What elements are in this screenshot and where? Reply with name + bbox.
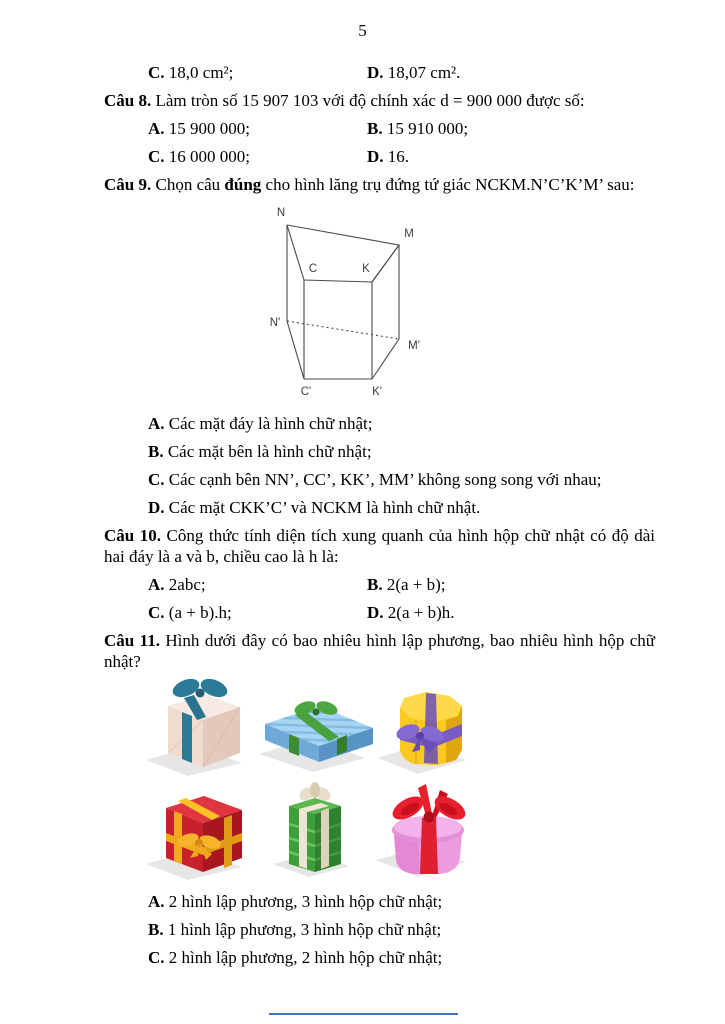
q9-options [104, 413, 655, 518]
option-text: 1 hình lập phương, 3 hình hộp chữ nhật; [167, 920, 442, 939]
vertex-label-N: N [276, 207, 286, 219]
option-label: C. [148, 63, 165, 82]
question-text: Hình dưới đây có bao nhiêu hình lập phương, bao nhiêu hình hộp chữ nhật? [104, 631, 656, 671]
q10-options-row-1 [148, 574, 655, 595]
option-label: B. [367, 119, 383, 138]
option-text: Các mặt bên là hình chữ nhật; [167, 442, 372, 461]
q11-option-c [148, 947, 655, 968]
option-label: C. [148, 603, 165, 622]
option-text: (a + b).h; [168, 603, 232, 622]
q11-option-b [148, 919, 655, 940]
option-label: D. [367, 63, 384, 82]
option-text: Các mặt đáy là hình chữ nhật; [168, 414, 373, 433]
q8-option-b [367, 118, 468, 139]
q10-option-d [367, 602, 455, 623]
option-text: 16. [387, 147, 410, 166]
option-label: B. [367, 575, 383, 594]
question-number: Câu 9. [104, 175, 152, 194]
q9-option-d [148, 497, 655, 518]
option-text: 16 000 000; [168, 147, 251, 166]
footer-hyperlink-line [269, 1013, 458, 1015]
gift-box-cream-teal-icon [144, 676, 256, 780]
question-number: Câu 11. [104, 631, 160, 650]
q8-options-row-2 [148, 146, 655, 167]
option-label: A. [148, 575, 165, 594]
vertex-label-K2: K' [372, 386, 382, 398]
option-text: 15 910 000; [386, 119, 469, 138]
q11-option-a [148, 891, 655, 912]
option-text: 15 900 000; [168, 119, 251, 138]
gift-box-blue-green-icon [259, 676, 374, 780]
option-label: D. [148, 498, 165, 517]
gift-boxes-figure [144, 676, 655, 884]
option-label: D. [367, 603, 384, 622]
page-content [0, 41, 725, 968]
q10-option-c [148, 602, 367, 623]
vertex-label-M: M [404, 228, 414, 240]
q8-option-d [367, 146, 409, 167]
option-label: D. [367, 147, 384, 166]
question-text: Công thức tính diện tích xung quanh của hình hộp chữ nhật có độ dài hai đáy là a và b, chiều cao là h là: [104, 526, 656, 566]
q11-question [104, 630, 655, 672]
option-text: Các cạnh bên NN’, CC’, KK’, MM’ không song song với nhau; [168, 470, 602, 489]
option-label: C. [148, 948, 165, 967]
q9-option-b [148, 441, 655, 462]
option-label: A. [148, 119, 165, 138]
option-text: 18,07 cm². [387, 63, 461, 82]
option-label: A. [148, 892, 165, 911]
vertex-label-C: C [308, 263, 318, 275]
gift-box-green-cream-icon [259, 780, 374, 884]
option-text: 2 hình lập phương, 2 hình hộp chữ nhật; [168, 948, 443, 967]
page-number: 5 [358, 21, 367, 40]
gift-box-pink-red-icon [374, 780, 474, 884]
option-text: 2(a + b); [386, 575, 446, 594]
question-text: cho hình lăng trụ đứng tứ giác NCKM.N’C’K’M’ sau: [265, 175, 635, 194]
option-label: C. [148, 147, 165, 166]
q8-option-c [148, 146, 367, 167]
option-label: B. [148, 920, 164, 939]
q9-option-a [148, 413, 655, 434]
vertex-label-N2: N' [269, 317, 281, 329]
prism-figure [264, 201, 434, 406]
q10-question [104, 525, 655, 567]
question-text: Làm tròn số 15 907 103 với độ chính xác d = 900 000 được số: [155, 91, 585, 110]
vertex-label-M2: M' [408, 340, 420, 352]
q7-option-d [367, 62, 460, 83]
option-text: 2abc; [168, 575, 206, 594]
q7-option-c [148, 62, 367, 83]
vertex-label-K: K [362, 263, 370, 275]
question-number: Câu 8. [104, 91, 152, 110]
q10-option-b [367, 574, 446, 595]
option-label: A. [148, 414, 165, 433]
vertex-label-C2: C' [300, 386, 312, 398]
q8-option-a [148, 118, 367, 139]
option-text: 18,0 cm²; [168, 63, 234, 82]
gift-box-yellow-purple-icon [374, 676, 474, 780]
q9-question [104, 174, 655, 195]
gift-box-red-gold-icon [144, 780, 256, 884]
option-text: 2(a + b)h. [387, 603, 455, 622]
question-text: Chọn câu [155, 175, 221, 194]
q10-options-row-2 [148, 602, 655, 623]
q10-option-a [148, 574, 367, 595]
question-text-bold: đúng [224, 175, 262, 194]
q9-option-c [148, 469, 655, 490]
q7-options-row [148, 62, 655, 83]
q8-options-row-1 [148, 118, 655, 139]
question-number: Câu 10. [104, 526, 161, 545]
q11-options [104, 891, 655, 968]
option-label: C. [148, 470, 165, 489]
option-label: B. [148, 442, 164, 461]
q8-question [104, 90, 655, 111]
option-text: 2 hình lập phương, 3 hình hộp chữ nhật; [168, 892, 443, 911]
option-text: Các mặt CKK’C’ và NCKM là hình chữ nhật. [168, 498, 481, 517]
